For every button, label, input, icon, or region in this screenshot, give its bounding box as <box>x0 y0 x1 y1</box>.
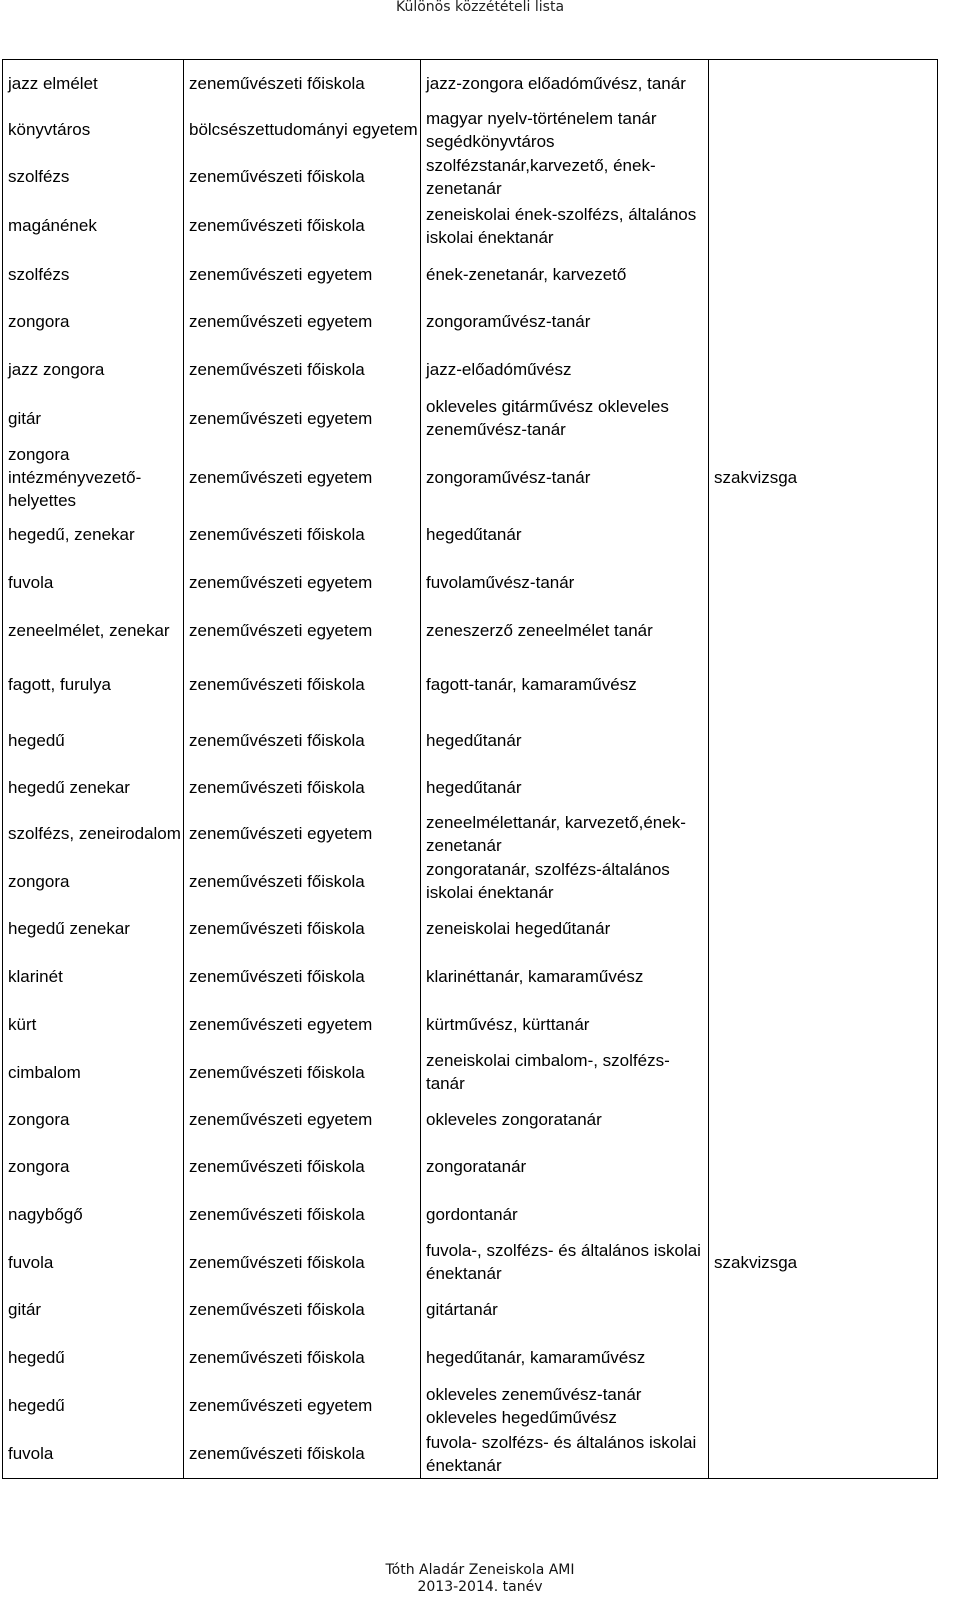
note-cell <box>709 654 938 716</box>
institution-cell: zeneművészeti főiskola <box>184 153 421 201</box>
table-row <box>3 810 938 858</box>
note-cell: szakvizsga <box>709 443 938 512</box>
subject-cell: cimbalom <box>3 1049 184 1096</box>
subject-cell: hegedű <box>3 1382 184 1430</box>
note-cell <box>709 1049 938 1096</box>
institution-cell: zeneművészeti egyetem <box>184 558 421 607</box>
qualification-cell: zeneiskolai cimbalom-, szolfézs-tanár <box>421 1049 709 1096</box>
table-row <box>3 1143 938 1191</box>
note-cell <box>709 810 938 858</box>
note-cell <box>709 512 938 558</box>
qualification-cell: jazz-zongora előadóművész, tanár <box>421 60 709 107</box>
note-cell <box>709 558 938 607</box>
table-row <box>3 60 938 107</box>
note-cell <box>709 953 938 1001</box>
institution-cell: zeneművészeti egyetem <box>184 607 421 654</box>
qualification-cell: okleveles zeneművész-tanár okleveles hegedűművész <box>421 1382 709 1430</box>
note-cell <box>709 346 938 394</box>
qualification-cell: fuvola-, szolfézs- és általános iskolai énektanár <box>421 1239 709 1286</box>
table-row <box>3 858 938 905</box>
table-row <box>3 607 938 654</box>
table-row <box>3 558 938 607</box>
note-cell <box>709 107 938 153</box>
staff-qualifications-table <box>2 59 938 1479</box>
note-cell <box>709 1430 938 1479</box>
subject-cell: hegedű, zenekar <box>3 512 184 558</box>
institution-cell: zeneművészeti főiskola <box>184 1191 421 1239</box>
qualification-cell: fuvola- szolfézs- és általános iskolai énektanár <box>421 1430 709 1479</box>
subject-cell: nagybőgő <box>3 1191 184 1239</box>
note-cell: szakvizsga <box>709 1239 938 1286</box>
subject-cell: hegedű zenekar <box>3 765 184 810</box>
institution-cell: zeneművészeti egyetem <box>184 443 421 512</box>
institution-cell: zeneművészeti főiskola <box>184 346 421 394</box>
table-row <box>3 298 938 346</box>
table-row <box>3 1191 938 1239</box>
note-cell <box>709 1334 938 1382</box>
qualification-cell: klarinéttanár, kamaraművész <box>421 953 709 1001</box>
note-cell <box>709 765 938 810</box>
qualification-cell: zongoraművész-tanár <box>421 443 709 512</box>
subject-cell: zongora <box>3 1096 184 1143</box>
subject-cell: zongora <box>3 858 184 905</box>
subject-cell: szolfézs <box>3 251 184 298</box>
note-cell <box>709 251 938 298</box>
table-row <box>3 201 938 251</box>
table-row <box>3 443 938 512</box>
table-row <box>3 654 938 716</box>
subject-cell: klarinét <box>3 953 184 1001</box>
institution-cell: zeneművészeti egyetem <box>184 1096 421 1143</box>
note-cell <box>709 716 938 765</box>
table-row <box>3 1334 938 1382</box>
qualification-cell: hegedűtanár <box>421 716 709 765</box>
table-row <box>3 1096 938 1143</box>
note-cell <box>709 1382 938 1430</box>
institution-cell: zeneművészeti főiskola <box>184 953 421 1001</box>
note-cell <box>709 201 938 251</box>
note-cell <box>709 607 938 654</box>
page-footer <box>0 1562 960 1596</box>
table-row <box>3 765 938 810</box>
subject-cell: szolfézs <box>3 153 184 201</box>
note-cell <box>709 858 938 905</box>
subject-cell: jazz zongora <box>3 346 184 394</box>
qualification-cell: zeneiskolai hegedűtanár <box>421 905 709 953</box>
footer-school-year: 2013-2014. tanév <box>417 1579 543 1595</box>
qualification-cell: gordontanár <box>421 1191 709 1239</box>
note-cell <box>709 905 938 953</box>
institution-cell: zeneművészeti főiskola <box>184 654 421 716</box>
subject-cell: fuvola <box>3 1239 184 1286</box>
institution-cell: zeneművészeti főiskola <box>184 1430 421 1479</box>
page-header-title: Különös közzétételi lista <box>395 0 565 15</box>
note-cell <box>709 1286 938 1334</box>
table-row <box>3 346 938 394</box>
note-cell <box>709 298 938 346</box>
table-row <box>3 1286 938 1334</box>
subject-cell: zongora <box>3 1143 184 1191</box>
institution-cell: zeneművészeti főiskola <box>184 1049 421 1096</box>
note-cell <box>709 60 938 107</box>
note-cell <box>709 1143 938 1191</box>
subject-cell: fagott, furulya <box>3 654 184 716</box>
qualification-cell: gitártanár <box>421 1286 709 1334</box>
qualification-cell: ének-zenetanár, karvezető <box>421 251 709 298</box>
institution-cell: zeneművészeti főiskola <box>184 512 421 558</box>
qualification-cell: zeneelmélettanár, karvezető,ének-zenetanár <box>421 810 709 858</box>
table-row <box>3 251 938 298</box>
subject-cell: magánének <box>3 201 184 251</box>
institution-cell: bölcsészettudományi egyetem <box>184 107 421 153</box>
institution-cell: zeneművészeti egyetem <box>184 394 421 443</box>
institution-cell: zeneművészeti egyetem <box>184 1001 421 1049</box>
subject-cell: fuvola <box>3 1430 184 1479</box>
note-cell <box>709 1096 938 1143</box>
subject-cell: fuvola <box>3 558 184 607</box>
subject-cell: hegedű <box>3 1334 184 1382</box>
subject-cell: gitár <box>3 394 184 443</box>
institution-cell: zeneművészeti főiskola <box>184 858 421 905</box>
qualification-cell: jazz-előadóművész <box>421 346 709 394</box>
institution-cell: zeneművészeti főiskola <box>184 201 421 251</box>
qualification-cell: fuvolaművész-tanár <box>421 558 709 607</box>
qualification-cell: zeneszerző zeneelmélet tanár <box>421 607 709 654</box>
institution-cell: zeneművészeti egyetem <box>184 251 421 298</box>
institution-cell: zeneművészeti főiskola <box>184 1286 421 1334</box>
table-row <box>3 716 938 765</box>
institution-cell: zeneművészeti egyetem <box>184 1382 421 1430</box>
qualification-cell: hegedűtanár, kamaraművész <box>421 1334 709 1382</box>
table-row <box>3 905 938 953</box>
qualification-cell: magyar nyelv-történelem tanár segédkönyvtáros <box>421 107 709 153</box>
table-row <box>3 107 938 153</box>
qualification-cell: okleveles zongoratanár <box>421 1096 709 1143</box>
qualification-cell: zongoratanár, szolfézs-általános iskolai énektanár <box>421 858 709 905</box>
institution-cell: zeneművészeti főiskola <box>184 1239 421 1286</box>
subject-cell: zeneelmélet, zenekar <box>3 607 184 654</box>
qualification-cell: zongoraművész-tanár <box>421 298 709 346</box>
institution-cell: zeneművészeti főiskola <box>184 905 421 953</box>
institution-cell: zeneművészeti főiskola <box>184 716 421 765</box>
note-cell <box>709 1001 938 1049</box>
subject-cell: zongora intézményvezető-helyettes <box>3 443 184 512</box>
qualification-cell: hegedűtanár <box>421 765 709 810</box>
institution-cell: zeneművészeti főiskola <box>184 1143 421 1191</box>
institution-cell: zeneművészeti főiskola <box>184 1334 421 1382</box>
subject-cell: jazz elmélet <box>3 60 184 107</box>
subject-cell: gitár <box>3 1286 184 1334</box>
table-row <box>3 153 938 201</box>
table-row <box>3 512 938 558</box>
subject-cell: hegedű zenekar <box>3 905 184 953</box>
qualification-cell: szolfézstanár,karvezető, ének-zenetanár <box>421 153 709 201</box>
institution-cell: zeneművészeti főiskola <box>184 60 421 107</box>
page-header <box>0 0 960 14</box>
qualification-cell: zeneiskolai ének-szolfézs, általános iskolai énektanár <box>421 201 709 251</box>
table-row <box>3 1239 938 1286</box>
note-cell <box>709 394 938 443</box>
table-body <box>3 60 938 1479</box>
note-cell <box>709 153 938 201</box>
note-cell <box>709 1191 938 1239</box>
institution-cell: zeneművészeti főiskola <box>184 765 421 810</box>
qualification-cell: hegedűtanár <box>421 512 709 558</box>
subject-cell: kürt <box>3 1001 184 1049</box>
subject-cell: hegedű <box>3 716 184 765</box>
table-row <box>3 1001 938 1049</box>
qualification-cell: fagott-tanár, kamaraművész <box>421 654 709 716</box>
table-row <box>3 394 938 443</box>
subject-cell: szolfézs, zeneirodalom <box>3 810 184 858</box>
table-row <box>3 1049 938 1096</box>
footer-school-name: Tóth Aladár Zeneiskola AMI <box>385 1562 575 1578</box>
subject-cell: zongora <box>3 298 184 346</box>
table-row <box>3 953 938 1001</box>
table-row <box>3 1430 938 1479</box>
qualification-cell: kürtművész, kürttanár <box>421 1001 709 1049</box>
qualification-cell: okleveles gitárművész okleveles zeneművész-tanár <box>421 394 709 443</box>
institution-cell: zeneművészeti egyetem <box>184 810 421 858</box>
institution-cell: zeneművészeti egyetem <box>184 298 421 346</box>
subject-cell: könyvtáros <box>3 107 184 153</box>
table-row <box>3 1382 938 1430</box>
qualification-cell: zongoratanár <box>421 1143 709 1191</box>
